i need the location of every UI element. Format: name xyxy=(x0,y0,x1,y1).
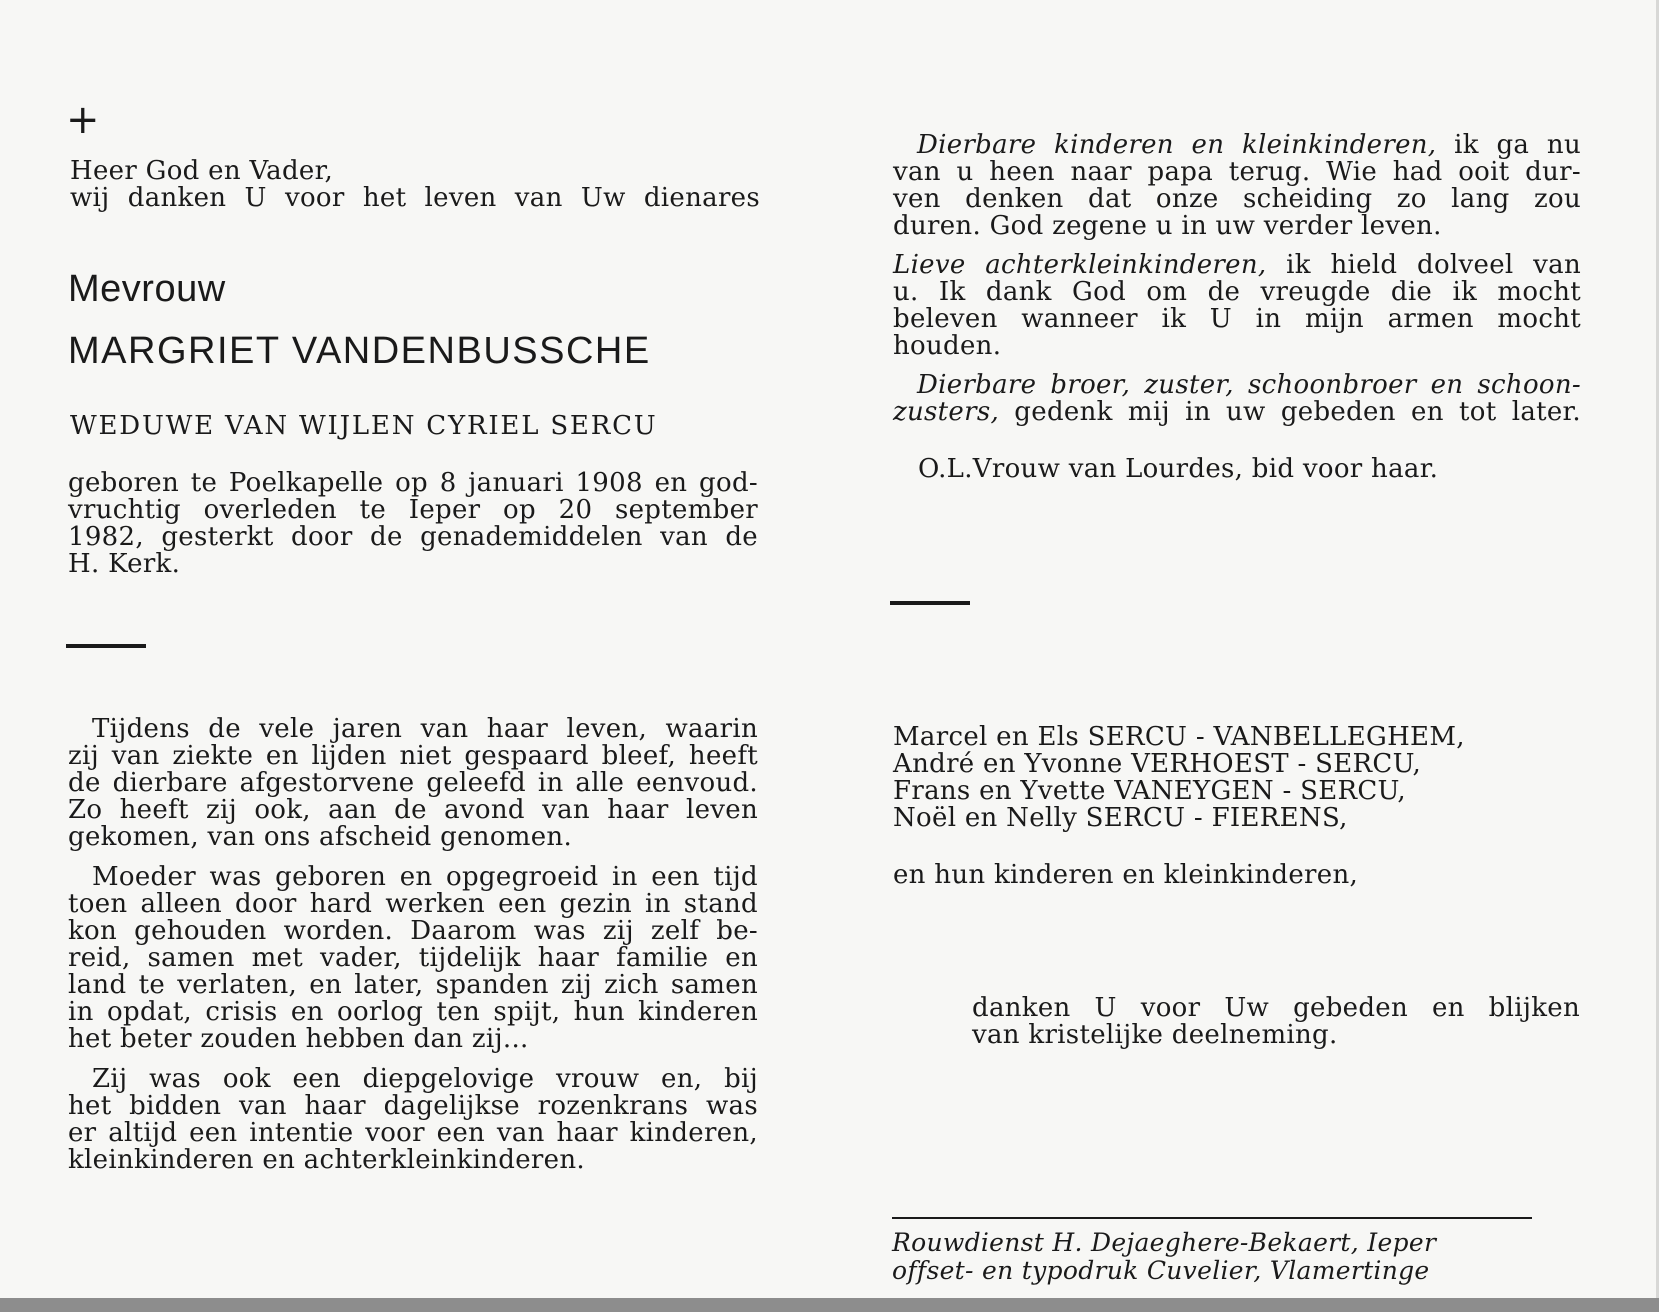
p2-line-2: toen alleen door hard werken een gezin in stand xyxy=(68,889,758,919)
birth-line-3: 1982, gesterkt door de genademiddelen van de xyxy=(68,522,758,552)
birth-line-2: vruchtig overleden te Ieper op 20 september xyxy=(68,495,758,525)
birth-line-1: geboren te Poelkapelle op 8 januari 1908 en god- xyxy=(68,468,758,498)
life-paragraph-3 xyxy=(68,1066,758,1174)
family-line-3: Frans en Yvette VANEYGEN - SERCU, xyxy=(893,776,1406,806)
p1-line-3: de dierbare afgestorvene geleefd in alle eenvoud. xyxy=(68,768,758,798)
widow-of: WEDUWE VAN WIJLEN CYRIEL SERCU xyxy=(70,411,658,441)
birth-death-paragraph xyxy=(68,470,758,578)
p2-line-4: reid, samen met vader, tijdelijk haar familie en xyxy=(68,943,758,973)
great-address: Lieve achterkleinkinderen, xyxy=(893,250,1267,280)
p2-line-7: het beter zouden hebben dan zij... xyxy=(68,1024,529,1054)
children-line-3: ven denken dat onze scheiding zo lang zou xyxy=(893,184,1581,214)
thanks-paragraph xyxy=(972,995,1580,1049)
siblings-line-1: Dierbare broer, zuster, schoonbroer en schoon- xyxy=(917,370,1581,400)
siblings-paragraph xyxy=(893,372,1581,426)
great-line-4: houden. xyxy=(893,331,1002,361)
children-paragraph xyxy=(893,132,1581,240)
prayer-line-2: wij danken U voor het leven van Uw dienares xyxy=(70,183,760,213)
p2-line-3: kon gehouden worden. Daarom was zij zelf be- xyxy=(68,916,758,946)
children-line-2: van u heen naar papa terug. Wie had ooit dur- xyxy=(893,157,1581,187)
p3-line-4: kleinkinderen en achterkleinkinderen. xyxy=(68,1145,585,1175)
printer-credits xyxy=(892,1229,1532,1285)
great-line-1 xyxy=(893,252,1581,279)
prayer-opening xyxy=(70,158,760,212)
p1-line-4: Zo heeft zij ook, aan de avond van haar leven xyxy=(68,795,758,825)
family-line-2: André en Yvonne VERHOEST - SERCU, xyxy=(893,749,1422,779)
p3-line-2: het bidden van haar dagelijkse rozenkrans was xyxy=(68,1091,758,1121)
divider-right xyxy=(890,601,970,605)
birth-line-4: H. Kerk. xyxy=(68,549,181,579)
great-line-3: beleven wanneer ik U in mijn armen mocht xyxy=(893,304,1581,334)
p2-line-6: in opdat, crisis en oorlog ten spijt, hun kinderen xyxy=(68,997,758,1027)
thanks-line-1: danken U voor Uw gebeden en blijken xyxy=(972,993,1580,1023)
life-paragraph-2 xyxy=(68,864,758,1053)
printer-line-2: offset- en typodruk Cuvelier, Vlamertinge xyxy=(892,1256,1430,1285)
p2-line-1: Moeder was geboren en opgegroeid in een tijd xyxy=(92,862,758,892)
p1-line-2: zij van ziekte en lijden niet gespaard bleef, heeft xyxy=(68,741,758,771)
divider-left xyxy=(66,644,146,648)
great-line-2: u. Ik dank God om de vreugde die ik mocht xyxy=(893,277,1581,307)
children-line-1 xyxy=(893,132,1581,159)
family-line-4: Noël en Nelly SERCU - FIERENS, xyxy=(893,803,1348,833)
great-grandchildren-paragraph xyxy=(893,252,1581,360)
p1-line-5: gekomen, van ons afscheid genomen. xyxy=(68,822,573,852)
printer-line-1: Rouwdienst H. Dejaeghere-Bekaert, Ieper xyxy=(892,1228,1437,1257)
lourdes-prayer: O.L.Vrouw van Lourdes, bid voor haar. xyxy=(918,454,1439,484)
siblings-rest: gedenk mij in uw gebeden en tot later. xyxy=(999,397,1581,427)
p1-line-1: Tijdens de vele jaren van haar leven, waarin xyxy=(92,714,758,744)
siblings-line-2 xyxy=(893,399,1581,426)
p2-line-5: land te verlaten, en later, spanden zij zich samen xyxy=(68,970,758,1000)
children-line-4: duren. God zegene u in uw verder leven. xyxy=(893,211,1442,241)
thanks-line-2: van kristelijke deelneming. xyxy=(972,1020,1338,1050)
siblings-address-end: zusters, xyxy=(893,397,1000,427)
deceased-name: MARGRIET VANDENBUSSCHE xyxy=(68,330,651,372)
family-line-1: Marcel en Els SERCU - VANBELLEGHEM, xyxy=(893,722,1465,752)
family-descendants: en hun kinderen en kleinkinderen, xyxy=(893,860,1359,890)
p3-line-3: er altijd een intentie voor een van haar kinderen, xyxy=(68,1118,758,1148)
p3-line-1: Zij was ook een diepgelovige vrouw en, bij xyxy=(92,1064,758,1094)
children-address: Dierbare kinderen en kleinkinderen, xyxy=(917,130,1437,160)
title-mevrouw: Mevrouw xyxy=(68,268,226,310)
prayer-line-1: Heer God en Vader, xyxy=(70,156,334,186)
great-line-1-rest: ik hield dolveel van xyxy=(1266,250,1581,280)
children-line-1-rest: ik ga nu xyxy=(1436,130,1581,160)
cross-symbol: + xyxy=(66,97,100,143)
family-list xyxy=(893,724,1543,832)
life-paragraph-1 xyxy=(68,716,758,851)
printer-rule xyxy=(892,1217,1532,1219)
